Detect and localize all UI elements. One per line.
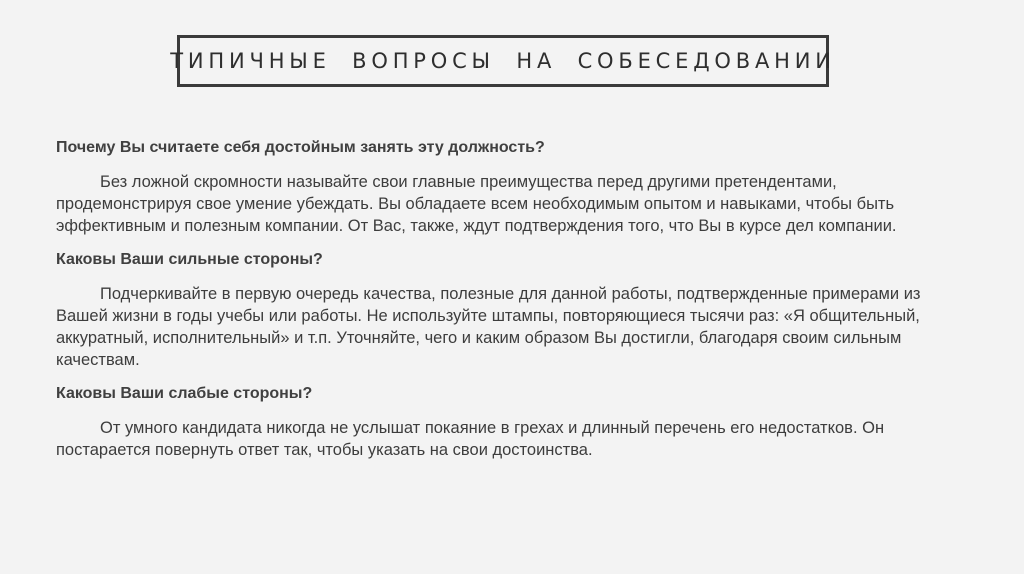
answer-3: От умного кандидата никогда не услышат покаяние в грехах и длинный перечень его недостатков. Он постарается повернуть ответ так, чтобы указать на свои достоинства. — [56, 419, 885, 459]
question-3: Каковы Ваши слабые стороны? — [56, 385, 313, 402]
answer-2: Подчеркивайте в первую очередь качества, полезные для данной работы, подтвержденные примерами из Вашей жизни в годы учебы или работы. Не используйте штампы, повторяющиеся тысячи раз: «Я общительный, аккуратный, исполнительный» и т.п. Уточняйте, чего и каким образом Вы достигли, благодаря своим сильным качествам. — [56, 285, 921, 369]
title-frame — [170, 35, 836, 87]
slide-content — [56, 137, 956, 473]
slide-title: ТИПИЧНЫЕ ВОПРОСЫ НА СОБЕСЕДОВАНИИ — [170, 49, 836, 73]
question-2: Каковы Ваши сильные стороны? — [56, 251, 323, 268]
answer-1: Без ложной скромности называйте свои главные преимущества перед другими претендентами, продемонстрируя свое умение убеждать. Вы обладаете всем необходимым опытом и навыками, чтобы быть эффективным и полезным компании. От Вас, также, ждут подтверждения того, что Вы в курсе дел компании. — [56, 173, 897, 235]
question-1: Почему Вы считаете себя достойным занять эту должность? — [56, 139, 545, 156]
